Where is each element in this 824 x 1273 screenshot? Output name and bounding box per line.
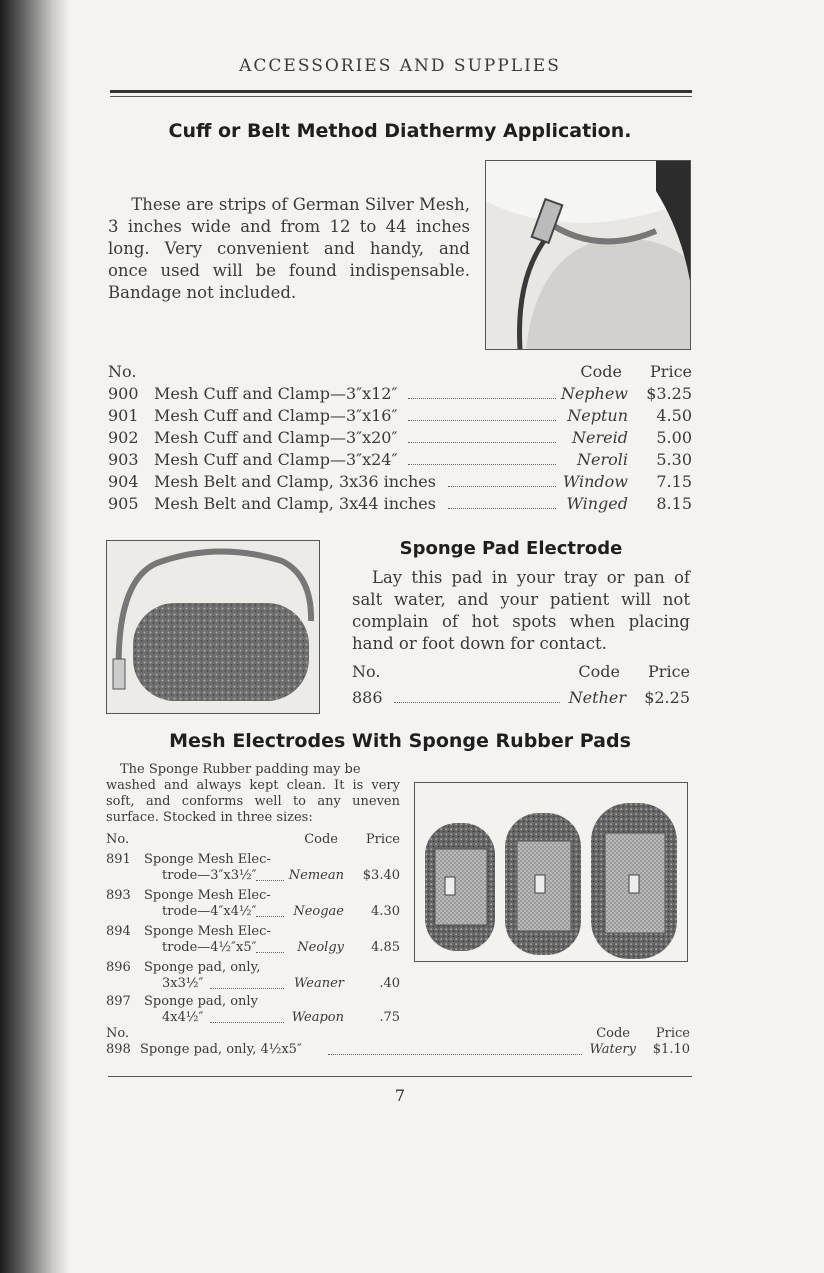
- sponge-pad-photo: [106, 540, 320, 714]
- table-header: No. Code Price: [352, 662, 690, 681]
- table-row: 886 Nether $2.25: [352, 688, 690, 707]
- page-number: 7: [394, 1086, 406, 1105]
- book-spine-shadow: [0, 0, 70, 1273]
- table-row: 893 Sponge Mesh Elec- trode—4″x4½″ Neogae 4.30: [106, 888, 400, 919]
- table-header: No. Code Price: [106, 832, 400, 847]
- sponge-title: Sponge Pad Electrode: [399, 538, 623, 559]
- table-row: 903 Mesh Cuff and Clamp—3″x24″ Neroli 5.30: [108, 450, 692, 469]
- cuff-photo: [485, 160, 691, 350]
- mesh-description: The Sponge Rubber padding may be washed and always kept clean. It is very soft, and conforms well to any uneven surface. Stocked in three sizes:: [106, 762, 400, 825]
- table-row: 904 Mesh Belt and Clamp, 3x36 inches Window 7.15: [108, 472, 692, 491]
- table-row: 896 Sponge pad, only, 3x3½″ Weaner .40: [106, 960, 400, 991]
- table-row: 891 Sponge Mesh Elec- trode—3″x3½″ Nemean $3.40: [106, 852, 400, 883]
- table-row: 894 Sponge Mesh Elec- trode—4½″x5″ Neolgy 4.85: [106, 924, 400, 955]
- mesh-title: Mesh Electrodes With Sponge Rubber Pads: [169, 730, 631, 752]
- table-row: 900 Mesh Cuff and Clamp—3″x12″ Nephew $3.25: [108, 384, 692, 403]
- table-row: 901 Mesh Cuff and Clamp—3″x16″ Neptun 4.50: [108, 406, 692, 425]
- table-row: 905 Mesh Belt and Clamp, 3x44 inches Winged 8.15: [108, 494, 692, 513]
- footer-rule: [108, 1076, 692, 1077]
- sponge-description: Lay this pad in your tray or pan of salt water, and your patient will not complain of hot spots when placing hand or foot down for contact.: [352, 568, 690, 653]
- header-rule-thin: [110, 96, 692, 97]
- header-rule: [110, 90, 692, 93]
- mesh-electrodes-photo: [414, 782, 688, 962]
- page-header: ACCESSORIES AND SUPPLIES: [239, 56, 561, 76]
- cuff-description: These are strips of German Silver Mesh, 3 inches wide and from 12 to 44 inches long. Very convenient and handy, and once used will be found indispensable. Bandage not included.: [108, 195, 470, 302]
- table-header: No. Code Price: [108, 362, 692, 381]
- table-header: No. Code Price: [106, 1026, 690, 1041]
- table-row: 897 Sponge pad, only 4x4½″ Weapon .75: [106, 994, 400, 1025]
- cuff-title: Cuff or Belt Method Diathermy Application.: [168, 120, 632, 142]
- table-row: 902 Mesh Cuff and Clamp—3″x20″ Nereid 5.00: [108, 428, 692, 447]
- table-row: 898 Sponge pad, only, 4½x5″ Watery $1.10: [106, 1042, 690, 1057]
